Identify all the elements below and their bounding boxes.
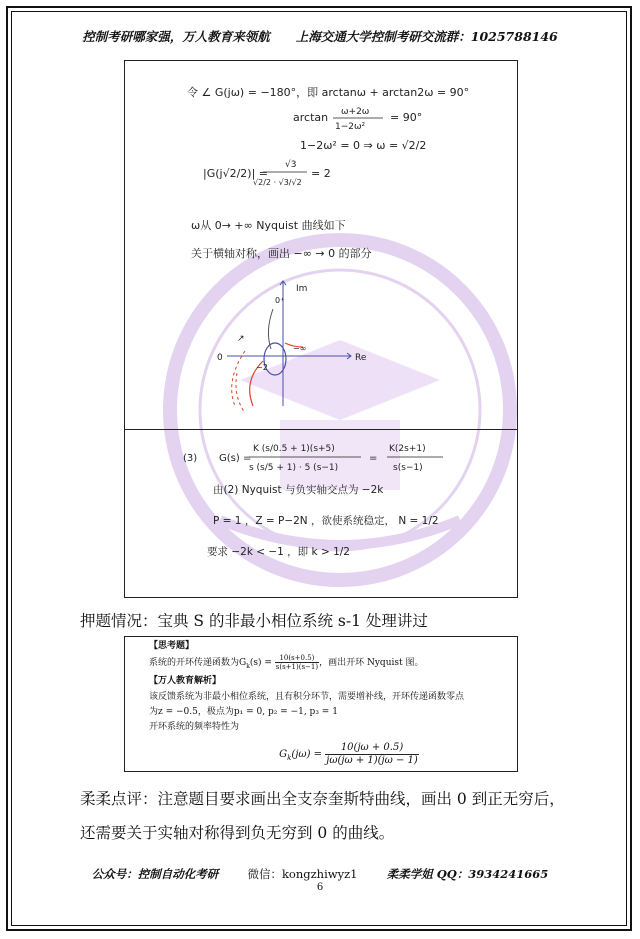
- analysis-line-1: 该反馈系统为非最小相位系统，且有积分环节，需要增补线，开环传递函数零点: [149, 691, 465, 702]
- hw-line-1: 令 ∠ G(jω) = −180°，即 arctanω + arctan2ω = 90°: [187, 86, 470, 99]
- nyquist-minus2-label: −2: [256, 363, 268, 372]
- question-line: 系统的开环传递函数为$G_k(s)$ = $\frac{10(s+0.5)}{s(s+1)(s-1)}$ ，画出开环 Nyquist 图。: [149, 654, 424, 672]
- handwritten-solution: [125, 61, 519, 599]
- handwritten-solution-box: [124, 60, 518, 598]
- prediction-note: 押题情况：宝典 S 的非最小相位系统 s-1 处理讲过: [80, 612, 428, 630]
- transfer-function-fraction: $\frac{10(s+0.5)}{s(s+1)(s-1)}$: [275, 654, 319, 672]
- page-number: 6: [316, 882, 324, 893]
- analysis-line-2: 为z = −0.5，极点为p₁ = 0, p₂ = −1, p₃ = 1: [149, 706, 338, 717]
- hw-line-2-num: ω+2ω: [341, 107, 370, 117]
- hw-line-2-arctan: arctan: [293, 111, 329, 124]
- header-slogan: 控制考研哪家强，万人教育来领航: [82, 29, 270, 44]
- nyquist-arrow-label: ↗: [237, 334, 245, 344]
- hw-part3-line2: 由(2) Nyquist 与负实轴交点为 −2k: [213, 484, 384, 496]
- nyquist-minus-inf-label: −∞: [293, 344, 307, 353]
- analysis-line-3: 开环系统的频率特性为: [149, 722, 240, 733]
- hw-part3-eq: =: [369, 453, 378, 464]
- hw-part3-g: G(s) =: [219, 453, 252, 464]
- hw-line-5: ω从 0→ +∞ Nyquist 曲线如下: [191, 219, 346, 232]
- hw-part3-line4: 要求 −2k < −1 ，即 k > 1/2: [207, 546, 350, 558]
- thinking-question-tag: 【思考题】: [149, 641, 195, 651]
- hw-line-2-result: = 90°: [390, 111, 423, 124]
- nyquist-0plus-label: 0⁺: [275, 296, 285, 305]
- hw-part3-den2: s(s−1): [393, 463, 423, 473]
- review-comment: 柔柔点评：注意题目要求画出全支奈奎斯特曲线，画出 0 到正无穷后，还需要关于实轴对称得到负无穷到 0 的曲线。: [80, 790, 565, 842]
- hw-line-4-den: √2/2 · √3/√2: [253, 178, 302, 187]
- nyquist-im-label: Im: [296, 284, 308, 294]
- nyquist-origin-label: 0: [217, 353, 223, 363]
- header-group-info: 上海交通大学控制考研交流群：1025788146: [295, 29, 558, 44]
- hw-part3-num1: K (s/0.5 + 1)(s+5): [253, 444, 335, 454]
- hw-part3-number: (3): [183, 453, 198, 464]
- hw-part3-den1: s (s/5 + 1) · 5 (s−1): [249, 463, 339, 473]
- hw-part3-num2: K(2s+1): [389, 444, 426, 454]
- nyquist-re-label: Re: [355, 353, 367, 363]
- hw-line-2-den: 1−2ω²: [335, 122, 366, 132]
- analysis-tag: 【万人教育解析】: [149, 676, 222, 687]
- hw-line-3: 1−2ω² = 0 ⇒ ω = √2/2: [300, 139, 427, 152]
- hw-line-6: 关于横轴对称，画出 −∞ → 0 的部分: [191, 247, 372, 260]
- hw-line-4-num: √3: [285, 160, 297, 170]
- frequency-response-formula: $G_k(j\omega)$ = $\frac{10(j\omega + 0.5)}{j\omega(j\omega + 1)(j\omega - 1)}$: [279, 741, 418, 766]
- page-footer: [0, 866, 640, 882]
- hw-line-4-result: = 2: [311, 167, 331, 180]
- footer-qq: 柔柔学姐 QQ：3934241665: [386, 867, 549, 881]
- hw-part3-line3: P = 1 ，Z = P−2N ，欲使系统稳定， N = 1/2: [213, 515, 439, 527]
- footer-wechat-account: 公众号：控制自动化考研: [91, 867, 219, 881]
- page-header: [0, 27, 640, 45]
- footer-wechat-id: 微信：kongzhiwyz1: [247, 867, 358, 881]
- reference-excerpt-box: [124, 636, 518, 772]
- nyquist-sketch: [227, 281, 351, 413]
- hw-line-4-lhs: |G(j√2/2)| =: [203, 167, 269, 180]
